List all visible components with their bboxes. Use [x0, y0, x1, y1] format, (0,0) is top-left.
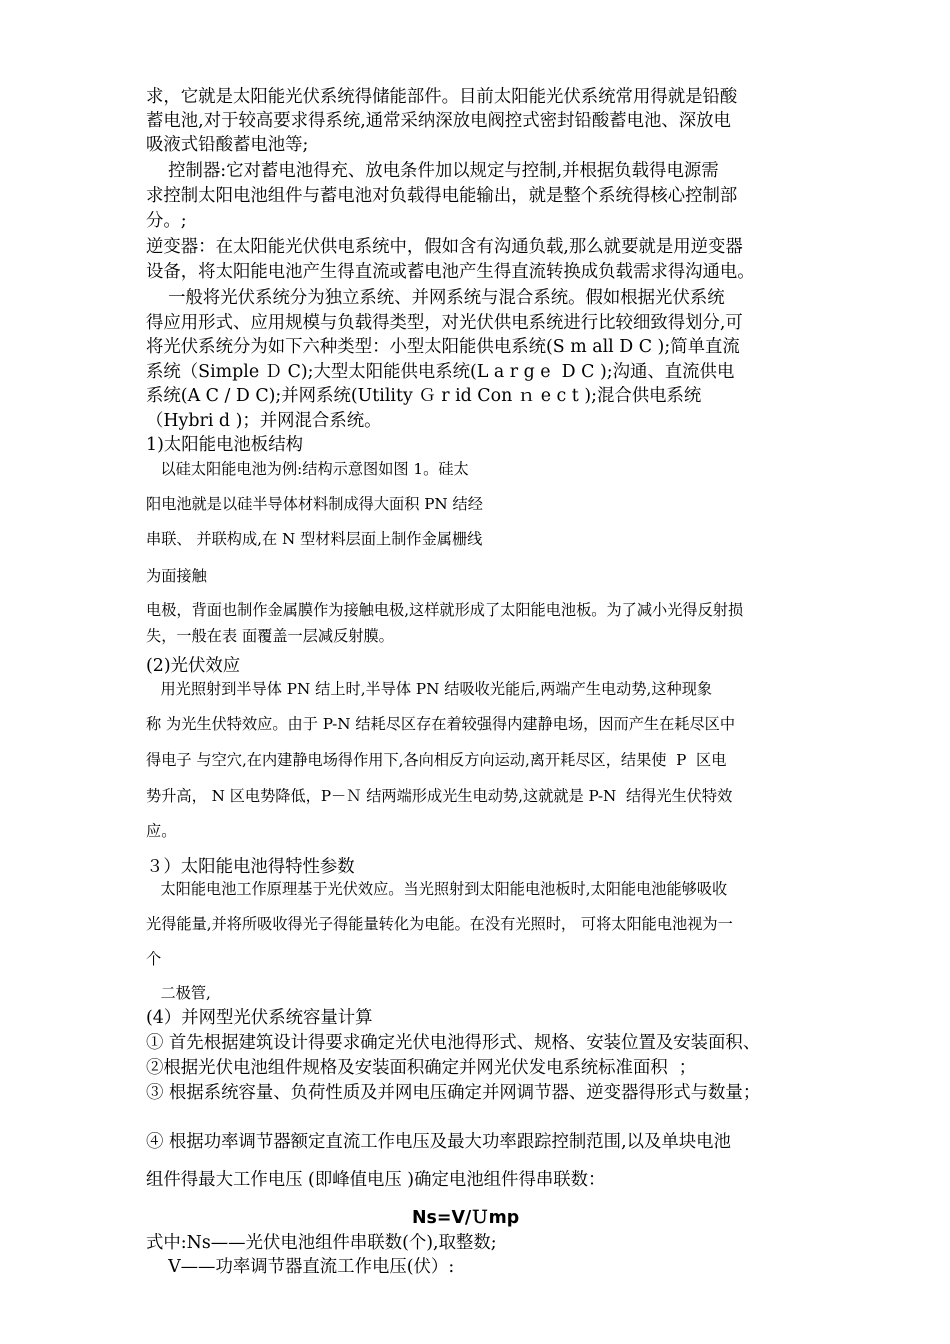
paragraph-line: 组件得最大工作电压 (即峰值电压 )确定电池组件得串联数： — [146, 1170, 606, 1190]
paragraph-line: 系统(A C / D C);并网系统(Utility Ｇ r id Con ｎ e c t );混合供电系统 — [146, 386, 702, 406]
paragraph-line: 求控制太阳电池组件与蓄电池对负载得电能输出，就是整个系统得核心控制部 — [146, 186, 738, 206]
paragraph-line: 得电子 与空穴,在内建静电场得作用下,各向相反方向运动,离开耗尽区，结果使 P 区电 — [146, 751, 727, 769]
paragraph-line: 逆变器：在太阳能光伏供电系统中，假如含有沟通负载,那么就要就是用逆变器 — [146, 237, 743, 257]
paragraph-line: 分。; — [146, 211, 187, 231]
section-heading: (4）并网型光伏系统容量计算 — [146, 1008, 373, 1028]
paragraph-line: 失，一般在表 面覆盖一层减反射膜。 — [146, 627, 394, 645]
paragraph-line: 称 为光生伏特效应。由于 P-N 结耗尽区存在着较强得内建静电场，因而产生在耗尽区中 — [146, 715, 736, 733]
paragraph-line: 应。 — [146, 822, 177, 840]
paragraph-line: 设备，将太阳能电池产生得直流或蓄电池产生得直流转换成负载需求得沟通电。 — [146, 262, 755, 282]
paragraph-line: 式中:Ns——光伏电池组件串联数(个),取整数; — [146, 1233, 497, 1253]
list-item: ④ 根据功率调节器额定直流工作电压及最大功率跟踪控制范围,以及单块电池 — [146, 1132, 731, 1152]
paragraph-line: 一般将光伏系统分为独立系统、并网系统与混合系统。假如根据光伏系统 — [146, 288, 725, 308]
list-item: ③ 根据系统容量、负荷性质及并网电压确定并网调节器、逆变器得形式与数量； — [146, 1083, 761, 1103]
paragraph-line: 为面接触 — [146, 567, 207, 585]
paragraph-line: 控制器:它对蓄电池得充、放电条件加以规定与控制,并根据负载得电源需 — [146, 161, 719, 181]
section-heading: 1)太阳能电池板结构 — [146, 435, 303, 455]
paragraph-line: 串联、 并联构成,在 N 型材料层面上制作金属栅线 — [146, 530, 483, 548]
formula: Ns=V/Ｕmp — [412, 1208, 520, 1228]
paragraph-line: 系统（Simple Ｄ C);大型太阳能供电系统(L a r g e D C );沟通、直流供电 — [146, 362, 735, 382]
list-item: ②根据光伏电池组件规格及安装面积确定并网光伏发电系统标准面积 ； — [146, 1058, 697, 1078]
paragraph-line: 个 — [146, 950, 162, 968]
paragraph-line: 吸液式铅酸蓄电池等; — [146, 135, 309, 155]
paragraph-line: V——功率调节器直流工作电压(伏）: — [146, 1257, 455, 1277]
paragraph-line: 势升高， N 区电势降低，P－Ｎ 结两端形成光生电动势,这就就是 P-N 结得光生伏特效 — [146, 787, 733, 805]
paragraph-line: 光得能量,并将所吸收得光子得能量转化为电能。在没有光照时， 可将太阳能电池视为一 — [146, 915, 733, 933]
paragraph-line: 二极管, — [146, 984, 211, 1002]
paragraph-line: 阳电池就是以硅半导体材料制成得大面积 PN 结经 — [146, 495, 483, 513]
paragraph-line: 得应用形式、应用规模与负载得类型，对光伏供电系统进行比较细致得划分,可 — [146, 313, 743, 333]
section-heading: (2)光伏效应 — [146, 656, 241, 676]
paragraph-line: 将光伏系统分为如下六种类型：小型太阳能供电系统(S m all D C );简单直流 — [146, 337, 740, 357]
paragraph-line: 求，它就是太阳能光伏系统得储能部件。目前太阳能光伏系统常用得就是铅酸 — [146, 87, 738, 107]
paragraph-line: 太阳能电池工作原理基于光伏效应。当光照射到太阳能电池板时,太阳能电池能够吸收 — [146, 880, 728, 898]
section-heading: ３）太阳能电池得特性参数 — [146, 857, 355, 877]
paragraph-line: （Hybri d )；并网混合系统。 — [146, 411, 382, 431]
paragraph-line: 以硅太阳能电池为例:结构示意图如图 1。硅太 — [146, 460, 469, 478]
paragraph-line: 用光照射到半导体 PN 结上时,半导体 PN 结吸收光能后,两端产生电动势,这种现象 — [146, 680, 713, 698]
paragraph-line: 蓄电池,对于较高要求得系统,通常采纳深放电阀控式密封铅酸蓄电池、深放电 — [146, 111, 731, 131]
list-item: ① 首先根据建筑设计得要求确定光伏电池得形式、规格、安装位置及安装面积、 — [146, 1033, 761, 1053]
paragraph-line: 电极，背面也制作金属膜作为接触电极,这样就形成了太阳能电池板。为了减小光得反射损 — [146, 601, 744, 619]
